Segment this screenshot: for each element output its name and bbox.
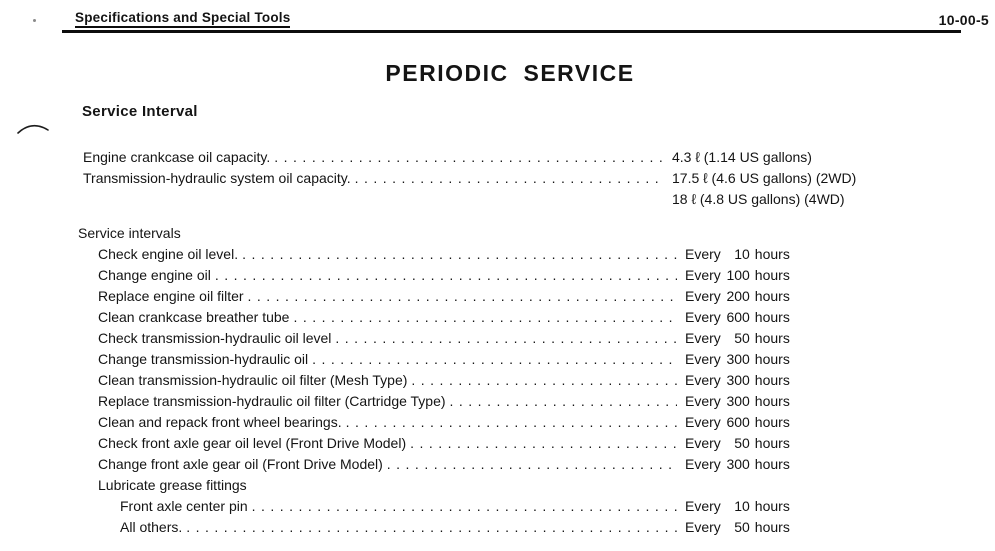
interval-label: Clean and repack front wheel bearings. (98, 414, 342, 430)
hours-number: 100 (726, 267, 750, 283)
interval-value (685, 307, 945, 328)
every-word: Every (685, 519, 721, 535)
every-word: Every (685, 246, 721, 262)
hours-number: 300 (726, 372, 750, 388)
interval-row (78, 370, 945, 391)
interval-value (685, 370, 945, 391)
hours-unit: hours (754, 288, 790, 304)
hours-number: 50 (734, 435, 750, 451)
capacity-value: 18 ℓ (4.8 US gallons) (4WD) (672, 191, 845, 207)
interval-value (685, 244, 945, 265)
hours-number: 200 (726, 288, 750, 304)
dot-leader (410, 433, 677, 454)
interval-row (78, 265, 945, 286)
dot-leader (411, 370, 677, 391)
every-word: Every (685, 414, 721, 430)
interval-label: Change engine oil (98, 267, 211, 283)
header-section-title: Specifications and Special Tools (75, 10, 290, 28)
interval-label: Front axle center pin (120, 498, 248, 514)
dot-leader (355, 168, 664, 189)
interval-label: Replace transmission-hydraulic oil filter (Cartridge Type) (98, 393, 446, 409)
hours-unit: hours (754, 372, 790, 388)
hours-unit: hours (754, 435, 790, 451)
interval-label: Clean transmission-hydraulic oil filter (Mesh Type) (98, 372, 408, 388)
dot-leader (186, 517, 677, 538)
section-heading: Service Interval (82, 103, 198, 120)
interval-row (78, 391, 945, 412)
dot-leader (274, 147, 664, 168)
dot-leader (387, 454, 677, 475)
interval-label: Check engine oil level. (98, 246, 239, 262)
interval-value (685, 349, 945, 370)
hours-number: 300 (726, 456, 750, 472)
dot-leader (248, 286, 677, 307)
hours-unit: hours (754, 309, 790, 325)
hours-number: 600 (726, 309, 750, 325)
hours-unit: hours (754, 393, 790, 409)
dot-leader (242, 244, 677, 265)
margin-pen-mark-arc (15, 118, 51, 138)
interval-row (78, 454, 945, 475)
dot-leader (335, 328, 677, 349)
capacity-row (83, 189, 945, 210)
hours-unit: hours (754, 246, 790, 262)
hours-number: 50 (734, 330, 750, 346)
scan-speck (33, 19, 36, 22)
interval-row (78, 349, 945, 370)
interval-value (685, 496, 945, 517)
every-word: Every (685, 351, 721, 367)
dot-leader (346, 412, 677, 433)
interval-value (685, 454, 945, 475)
intervals-heading: Service intervals (78, 225, 181, 241)
hours-number: 10 (734, 498, 750, 514)
every-word: Every (685, 288, 721, 304)
interval-row (78, 517, 945, 538)
page-number: 10-00-5 (938, 12, 989, 28)
capacity-row (83, 147, 945, 168)
every-word: Every (685, 498, 721, 514)
interval-label: Check transmission-hydraulic oil level (98, 330, 332, 346)
interval-label: Check front axle gear oil level (Front Drive Model) (98, 435, 407, 451)
interval-label: Change front axle gear oil (Front Drive Model) (98, 456, 383, 472)
interval-label: All others. (120, 519, 183, 535)
interval-row (78, 328, 945, 349)
every-word: Every (685, 372, 721, 388)
interval-value (685, 412, 945, 433)
interval-row (78, 286, 945, 307)
interval-label: Clean crankcase breather tube (98, 309, 290, 325)
capacity-value: 4.3 ℓ (1.14 US gallons) (672, 149, 812, 165)
page-header (62, 9, 961, 33)
interval-row (78, 496, 945, 517)
every-word: Every (685, 309, 721, 325)
capacity-value: 17.5 ℓ (4.6 US gallons) (2WD) (672, 170, 857, 186)
capacity-label: Transmission-hydraulic system oil capacity. (83, 170, 351, 186)
hours-number: 300 (726, 351, 750, 367)
interval-row (78, 412, 945, 433)
capacities-block (83, 147, 945, 210)
interval-subheading-row (78, 475, 945, 496)
intervals-block (78, 223, 945, 538)
interval-value (685, 286, 945, 307)
hours-unit: hours (754, 414, 790, 430)
hours-unit: hours (754, 456, 790, 472)
capacity-label: Engine crankcase oil capacity. (83, 149, 271, 165)
hours-unit: hours (754, 351, 790, 367)
every-word: Every (685, 435, 721, 451)
hours-number: 10 (734, 246, 750, 262)
hours-unit: hours (754, 519, 790, 535)
capacity-row (83, 168, 945, 189)
interval-label: Replace engine oil filter (98, 288, 244, 304)
hours-unit: hours (754, 330, 790, 346)
interval-subheading: Lubricate grease fittings (98, 477, 247, 493)
interval-value (685, 433, 945, 454)
every-word: Every (685, 393, 721, 409)
interval-label: Change transmission-hydraulic oil (98, 351, 309, 367)
interval-row (78, 433, 945, 454)
hours-number: 300 (726, 393, 750, 409)
dot-leader (312, 349, 677, 370)
interval-value (685, 391, 945, 412)
page-title: PERIODIC SERVICE (385, 60, 635, 86)
interval-row (78, 244, 945, 265)
every-word: Every (685, 330, 721, 346)
hours-number: 50 (734, 519, 750, 535)
interval-value (685, 265, 945, 286)
interval-value (685, 517, 945, 538)
hours-number: 600 (726, 414, 750, 430)
interval-value (685, 328, 945, 349)
dot-leader (293, 307, 677, 328)
dot-leader (252, 496, 677, 517)
dot-leader (450, 391, 677, 412)
dot-leader (215, 265, 677, 286)
hours-unit: hours (754, 267, 790, 283)
every-word: Every (685, 456, 721, 472)
every-word: Every (685, 267, 721, 283)
hours-unit: hours (754, 498, 790, 514)
interval-row (78, 307, 945, 328)
